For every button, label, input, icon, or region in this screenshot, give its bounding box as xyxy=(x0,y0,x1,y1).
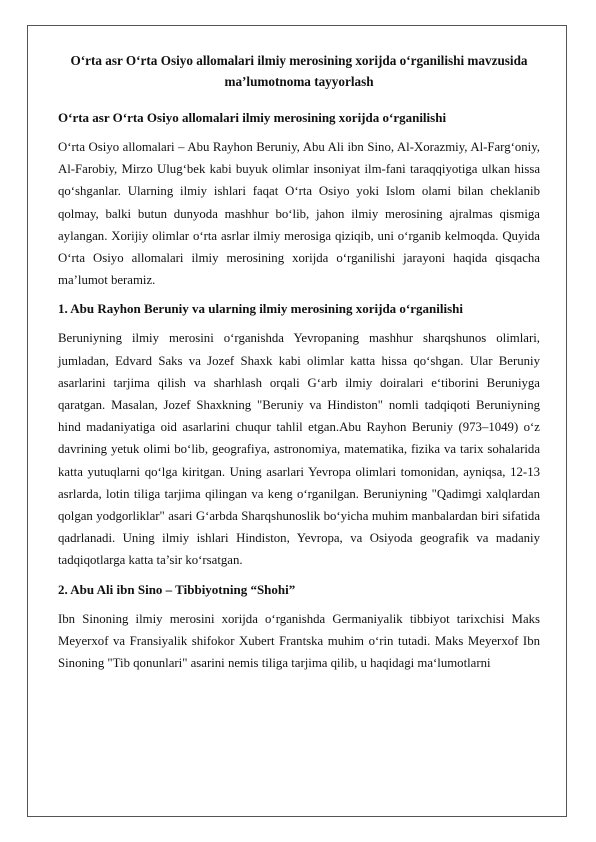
document-body xyxy=(58,50,540,683)
document-title: O‘rta asr O‘rta Osiyo allomalari ilmiy merosining xorijda o‘rganilishi mavzusida ma’lumotnoma tayyorlash xyxy=(70,53,528,89)
section-heading-intro: O‘rta asr O‘rta Osiyo allomalari ilmiy merosining xorijda o‘rganilishi xyxy=(58,110,447,125)
section-heading-beruniy: 1. Abu Rayhon Beruniy va ularning ilmiy merosining xorijda o‘rganilishi xyxy=(58,301,463,317)
section-paragraph-beruniy: Beruniyning ilmiy merosini o‘rganishda Yevropaning mashhur sharqshunos olimlari, jumladan, Edvard Saks va Jozef Shaxk kabi olimlar katta hissa qo‘shgan. Ular Beruniy asarlarini tarjima qilish va sharhlash orqali G‘arb ilmiy doiralari e‘tiborini Beruniyga qaratgan. Masalan, Jozef Shaxkning "Beruniy va Hindiston" nomli tadqiqoti Beruniyning hind madaniyatiga oid asarlarini chuqur tahlil etgan.Abu Rayhon Beruniy (973–1049) o‘z davrining yetuk olimi bo‘lib, geografiya, astronomiya, matematika, fizika va tarix sohalarida katta yutuqlarni qo‘lga kiritgan. Uning asarlari Yevropa olimlari tomonidan, ayniqsa, 12-13 asrlarda, lotin tiliga tarjima qilingan va keng o‘rganilgan. Beruniyning "Qadimgi xalqlardan qolgan yodgorliklar" asari G‘arbda Sharqshunoslik bo‘yicha muhim manbalardan biri sifatida qadrlanadi. Uning ilmiy ishlari Hindiston, Yevropa, va Osiyoda geografik va madaniy tadqiqotlarga katta ta’sir ko‘rsatgan. xyxy=(58,331,540,568)
section-heading-ibn-sino: 2. Abu Ali ibn Sino – Tibbiyotning “Shohi” xyxy=(58,581,296,597)
section-paragraph-intro: O‘rta Osiyo allomalari – Abu Rayhon Beruniy, Abu Ali ibn Sino, Al-Xorazmiy, Al-Farg‘oniy, Al-Farobiy, Mirzo Ulug‘bek kabi buyuk olimlar insoniyat ilm-fani taraqqiyotiga ulkan hissa qo‘shganlar. Ularning ilmiy ishlari faqat O‘rta Osiyo yoki Islom olami bilan cheklanib qolmay, balki butun dunyoda mashhur bo‘lib, jahon ilmiy merosining ajralmas qismiga aylangan. Xorijiy olimlar o‘rta asrlar ilmiy merosiga qiziqib, uni o‘rganib kelmoqda. Quyida O‘rta Osiyo allomalari ilmiy merosining xorijda o‘rganilishi jarayoni haqida qisqacha ma’lumot beramiz. xyxy=(58,140,540,288)
section-paragraph-ibn-sino: Ibn Sinoning ilmiy merosini xorijda o‘rganishda Germaniyalik tibbiyot tarixchisi Maks Meyerxof va Fransiyalik shifokor Xubert Frantska muhim o‘rin tutadi. Maks Meyerxof Ibn Sinoning "Tib qonunlari" asarini nemis tiliga tarjima qilib, u haqidagi ma‘lumotlarni xyxy=(58,611,540,671)
